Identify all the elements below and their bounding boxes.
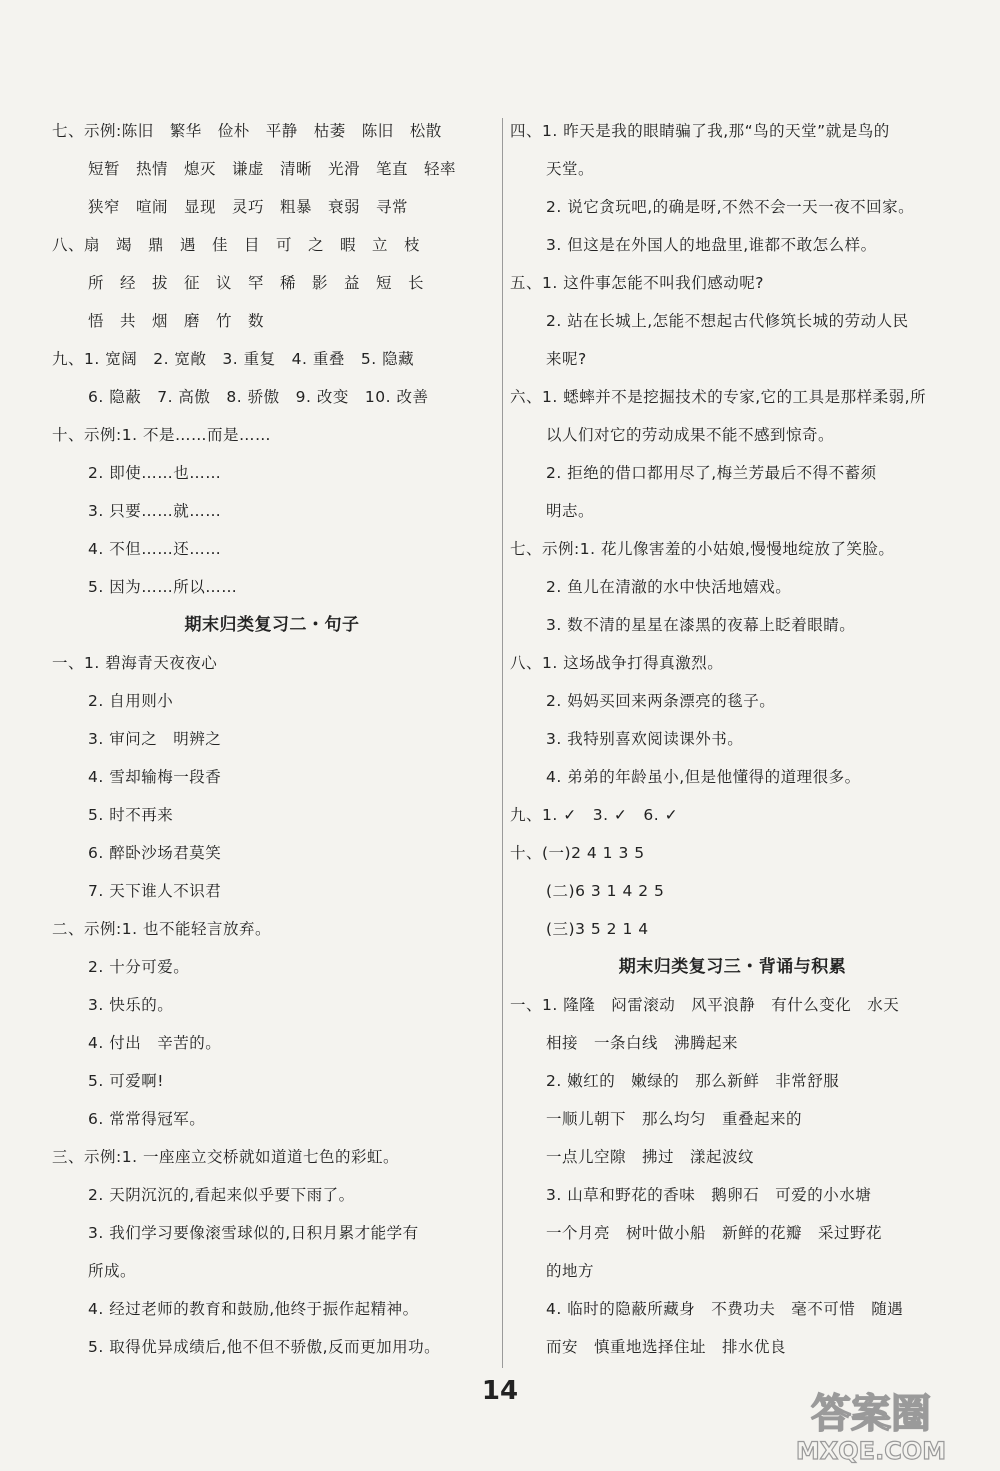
left-answer-line: 2. 自用则小 bbox=[88, 692, 174, 710]
left-answer-line: 短暂 热情 熄灭 谦虚 清晰 光滑 笔直 轻率 bbox=[88, 160, 457, 178]
left-answer-line: 七、示例:陈旧 繁华 俭朴 平静 枯萎 陈旧 松散 bbox=[52, 122, 442, 140]
left-column bbox=[52, 112, 492, 1366]
left-answer-line: 4. 付出 辛苦的。 bbox=[88, 1034, 222, 1052]
left-answer-line: 5. 可爱啊! bbox=[88, 1072, 164, 1090]
right-answer-line: 一个月亮 树叶做小船 新鲜的花瓣 采过野花 bbox=[546, 1224, 883, 1242]
left-answer-line: 3. 审问之 明辨之 bbox=[88, 730, 222, 748]
right-answer-line: 一顺儿朝下 那么均匀 重叠起来的 bbox=[546, 1110, 803, 1128]
left-answer-line: 6. 醉卧沙场君莫笑 bbox=[88, 844, 222, 862]
left-answer-line: 5. 因为……所以…… bbox=[88, 578, 238, 596]
left-answer-line: 十、示例:1. 不是……而是…… bbox=[52, 426, 271, 444]
right-answer-line: 天堂。 bbox=[546, 160, 595, 178]
right-answer-line: 而安 慎重地选择住址 排水优良 bbox=[546, 1338, 787, 1356]
right-answer-line: 4. 弟弟的年龄虽小,但是他懂得的道理很多。 bbox=[546, 768, 861, 786]
left-answer-line: 所 经 拔 征 议 罕 稀 影 益 短 长 bbox=[88, 274, 425, 292]
left-answer-line: 3. 只要……就…… bbox=[88, 502, 222, 520]
right-answer-line: 2. 说它贪玩吧,的确是呀,不然不会一天一夜不回家。 bbox=[546, 198, 915, 216]
left-answer-line: 二、示例:1. 也不能轻言放弃。 bbox=[52, 920, 271, 938]
right-answer-line: 的地方 bbox=[546, 1262, 595, 1280]
right-answer-line: 七、示例:1. 花儿像害羞的小姑娘,慢慢地绽放了笑脸。 bbox=[510, 540, 895, 558]
left-answer-line: 5. 时不再来 bbox=[88, 806, 174, 824]
section-heading: 期末归类复习二・句子 bbox=[184, 615, 360, 635]
left-answer-line: 八、扇 竭 鼎 遇 佳 目 可 之 暇 立 枝 bbox=[52, 236, 421, 254]
right-answer-line: (三)3 5 2 1 4 bbox=[546, 920, 649, 938]
left-answer-line: 狭窄 喧闹 显现 灵巧 粗暴 衰弱 寻常 bbox=[88, 198, 409, 216]
right-answer-line: 九、1. ✓ 3. ✓ 6. ✓ bbox=[510, 806, 679, 824]
right-column bbox=[510, 112, 955, 1366]
left-answer-line: 3. 快乐的。 bbox=[88, 996, 174, 1014]
right-answer-line: 来呢? bbox=[546, 350, 587, 368]
right-answer-line: 八、1. 这场战争打得真激烈。 bbox=[510, 654, 724, 672]
left-answer-line: 3. 我们学习要像滚雪球似的,日积月累才能学有 bbox=[88, 1224, 419, 1242]
right-answer-line: 相接 一条白线 沸腾起来 bbox=[546, 1034, 739, 1052]
right-answer-line: 4. 临时的隐蔽所藏身 不费功夫 毫不可惜 随遇 bbox=[546, 1300, 904, 1318]
right-answer-line: 3. 数不清的星星在漆黑的夜幕上眨着眼睛。 bbox=[546, 616, 856, 634]
section-heading: 期末归类复习三・背诵与积累 bbox=[618, 957, 847, 977]
right-answer-line: 3. 但这是在外国人的地盘里,谁都不敢怎么样。 bbox=[546, 236, 877, 254]
left-answer-line: 悟 共 烟 磨 竹 数 bbox=[88, 312, 265, 330]
left-answer-line: 所成。 bbox=[88, 1262, 137, 1280]
left-answer-line: 6. 常常得冠军。 bbox=[88, 1110, 206, 1128]
left-answer-line: 九、1. 宽阔 2. 宽敞 3. 重复 4. 重叠 5. 隐藏 bbox=[52, 350, 415, 368]
right-answer-line: (二)6 3 1 4 2 5 bbox=[546, 882, 665, 900]
right-answer-line: 五、1. 这件事怎能不叫我们感动呢? bbox=[510, 274, 764, 292]
right-answer-line: 2. 鱼儿在清澈的水中快活地嬉戏。 bbox=[546, 578, 792, 596]
watermark-text: 答案圈 bbox=[811, 1391, 931, 1437]
left-answer-line: 5. 取得优异成绩后,他不但不骄傲,反而更加用功。 bbox=[88, 1338, 441, 1356]
left-answer-line: 4. 不但……还…… bbox=[88, 540, 222, 558]
column-divider bbox=[502, 118, 503, 1368]
left-answer-line: 一、1. 碧海青天夜夜心 bbox=[52, 654, 218, 672]
page-number: 14 bbox=[481, 1376, 519, 1406]
left-answer-line: 2. 即使……也…… bbox=[88, 464, 222, 482]
left-answer-line: 2. 天阴沉沉的,看起来似乎要下雨了。 bbox=[88, 1186, 355, 1204]
right-answer-line: 2. 拒绝的借口都用尽了,梅兰芳最后不得不蓄须 bbox=[546, 464, 877, 482]
left-answer-line: 6. 隐蔽 7. 高傲 8. 骄傲 9. 改变 10. 改善 bbox=[88, 388, 429, 406]
watermark-url: MXQE.COM bbox=[795, 1437, 947, 1465]
right-answer-line: 六、1. 蟋蟀并不是挖掘技术的专家,它的工具是那样柔弱,所 bbox=[510, 388, 927, 406]
right-answer-line: 一点儿空隙 拂过 漾起波纹 bbox=[546, 1148, 755, 1166]
right-answer-line: 2. 站在长城上,怎能不想起古代修筑长城的劳动人民 bbox=[546, 312, 909, 330]
left-answer-line: 4. 雪却输梅一段香 bbox=[88, 768, 222, 786]
left-answer-line: 三、示例:1. 一座座立交桥就如道道七色的彩虹。 bbox=[52, 1148, 399, 1166]
watermark-logo bbox=[756, 1379, 986, 1465]
right-answer-line: 以人们对它的劳动成果不能不感到惊奇。 bbox=[546, 426, 835, 444]
right-answer-line: 明志。 bbox=[546, 502, 595, 520]
right-answer-line: 3. 我特别喜欢阅读课外书。 bbox=[546, 730, 744, 748]
right-answer-line: 3. 山草和野花的香味 鹅卵石 可爱的小水塘 bbox=[546, 1186, 872, 1204]
right-answer-line: 十、(一)2 4 1 3 5 bbox=[510, 844, 645, 862]
right-answer-line: 一、1. 隆隆 闷雷滚动 风平浪静 有什么变化 水天 bbox=[510, 996, 900, 1014]
left-answer-line: 7. 天下谁人不识君 bbox=[88, 882, 222, 900]
left-answer-line: 2. 十分可爱。 bbox=[88, 958, 190, 976]
right-answer-line: 四、1. 昨天是我的眼睛骗了我,那“鸟的天堂”就是鸟的 bbox=[510, 122, 890, 140]
left-answer-line: 4. 经过老师的教育和鼓励,他终于振作起精神。 bbox=[88, 1300, 419, 1318]
right-answer-line: 2. 妈妈买回来两条漂亮的毯子。 bbox=[546, 692, 776, 710]
right-answer-line: 2. 嫩红的 嫩绿的 那么新鲜 非常舒服 bbox=[546, 1072, 840, 1090]
